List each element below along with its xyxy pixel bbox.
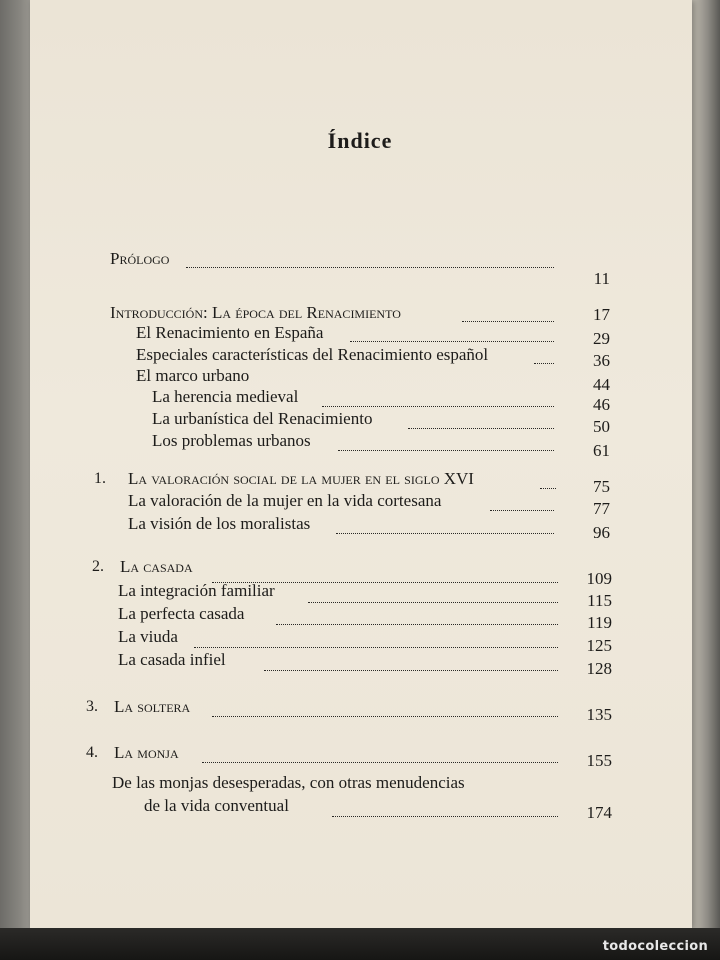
toc-entry-page: 75 (593, 477, 610, 496)
toc-entry-label (114, 696, 190, 718)
leader-dots (194, 645, 558, 648)
toc-entry-page: 115 (587, 591, 612, 610)
toc-entry-label (120, 556, 193, 578)
toc-entry-page: 11 (593, 269, 610, 288)
toc-entry-label: El Renacimiento en España (136, 323, 324, 342)
leader-dots (534, 361, 554, 364)
leader-dots (202, 760, 558, 763)
toc-entry-page: 50 (593, 417, 610, 436)
chapter-number: 3. (86, 698, 98, 715)
leader-dots (462, 319, 554, 322)
toc-entry-text: La casada (120, 557, 193, 576)
toc-entry-page: 155 (586, 751, 612, 770)
toc-entry-label (114, 742, 179, 764)
leader-dots (264, 668, 558, 671)
toc-entry-page: 174 (586, 803, 612, 822)
toc-entry-label: De las monjas desesperadas, con otras menudencias (112, 773, 465, 792)
chapter-number: 4. (86, 744, 98, 761)
leader-dots (350, 339, 554, 342)
toc-entry-label: La casada infiel (118, 650, 226, 669)
toc-entry-label: El marco urbano (136, 366, 250, 385)
toc-entry-page: 77 (593, 499, 610, 518)
toc-entry-label: Los problemas urbanos (152, 431, 311, 450)
toc-entry-label (128, 468, 474, 490)
toc-entry-label: La visión de los moralistas (128, 514, 311, 533)
leader-dots (212, 714, 558, 717)
toc-entry-label: La integración familiar (118, 581, 275, 600)
toc-entry-page: 109 (586, 569, 612, 588)
toc-entry-label: La urbanística del Renacimiento (152, 409, 373, 428)
leader-dots (336, 531, 554, 534)
toc-entry-label: Especiales características del Renacimiento español (136, 345, 489, 364)
toc-entry-page: 17 (593, 305, 610, 324)
leader-dots (308, 600, 558, 603)
toc-entry-page: 36 (593, 351, 610, 370)
toc-entry-label (110, 248, 169, 270)
toc-entry-text: La monja (114, 743, 179, 762)
page-title: Índice (327, 128, 393, 153)
toc-entry-label: La viuda (118, 627, 178, 646)
toc-entry-page: 135 (586, 705, 612, 724)
leader-dots (338, 448, 554, 451)
leader-dots (322, 404, 554, 407)
toc-entry-text: Introducción: La época del Renacimiento (110, 303, 401, 322)
toc-entry-page: 96 (593, 523, 610, 542)
toc-entry-label-continued: de la vida conventual (144, 796, 289, 815)
leader-dots (276, 622, 558, 625)
toc-entry-page: 119 (587, 613, 612, 632)
toc-entry-label: La perfecta casada (118, 604, 245, 623)
toc-entry-page: 125 (586, 636, 612, 655)
toc-entry-page: 29 (593, 329, 610, 348)
leader-dots (408, 426, 554, 429)
chapter-number: 1. (94, 470, 106, 487)
leader-dots (186, 265, 554, 268)
leader-dots (332, 814, 558, 817)
watermark-logo: todocoleccion (602, 939, 708, 954)
toc-entry-text: La valoración social de la mujer en el siglo XVI (128, 469, 474, 488)
toc-entry-label: La herencia medieval (152, 387, 299, 406)
chapter-number: 2. (92, 558, 104, 575)
toc-entry-text: Prólogo (110, 249, 170, 268)
toc-entry-label (110, 302, 401, 324)
toc-entry-page: 46 (593, 395, 610, 414)
leader-dots (490, 508, 554, 511)
toc-entry-page: 61 (593, 441, 610, 460)
toc-entry-page: 128 (586, 659, 612, 678)
leader-dots (540, 486, 556, 489)
toc-entry-text: La soltera (114, 697, 191, 716)
toc-entry-page: 44 (593, 375, 610, 394)
toc-entry-label: La valoración de la mujer en la vida cortesana (128, 491, 442, 510)
